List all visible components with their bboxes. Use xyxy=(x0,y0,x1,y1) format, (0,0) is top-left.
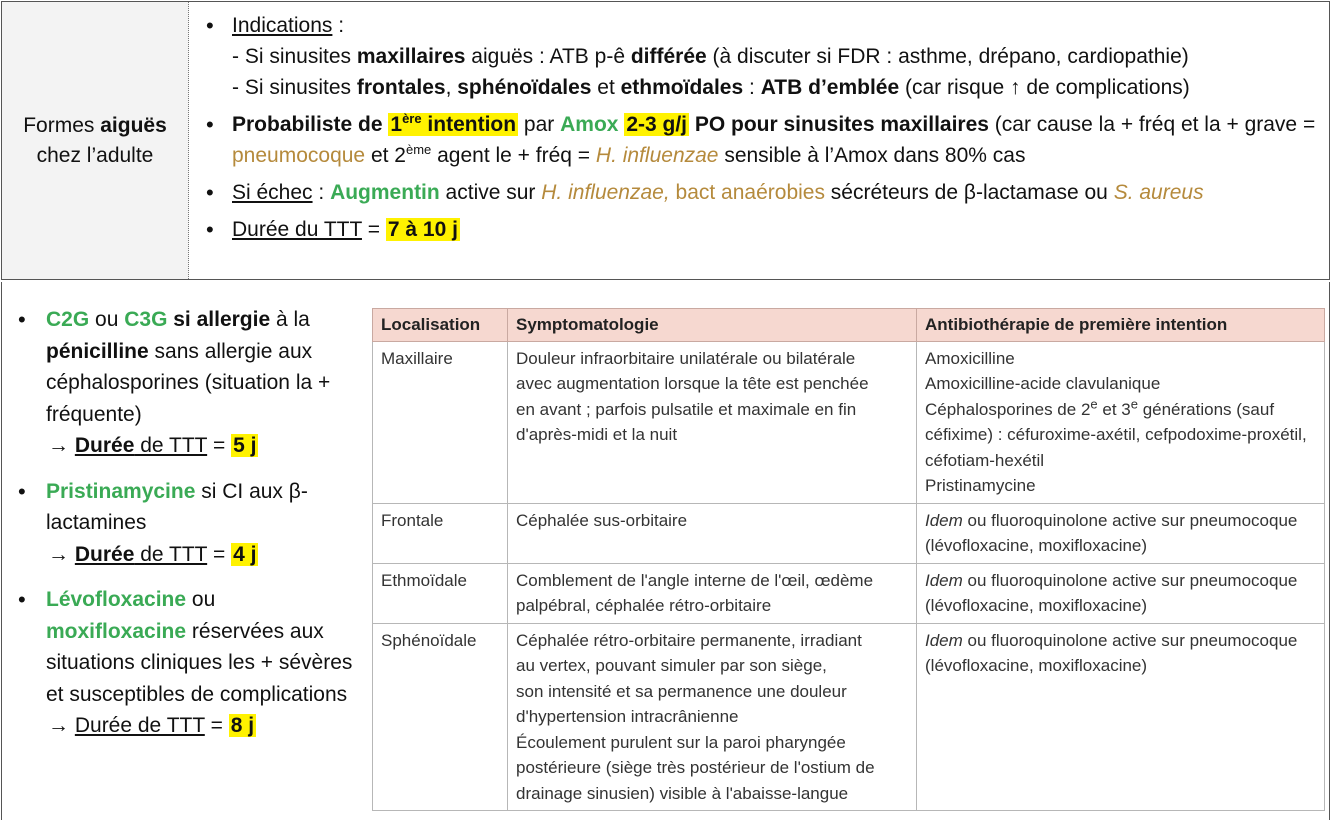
text: ou xyxy=(186,588,216,611)
probabilistic-item xyxy=(200,109,1325,171)
pathogen-name: bact anaérobies xyxy=(669,181,825,204)
duration-label: Durée de TTT xyxy=(74,714,205,737)
text: = xyxy=(361,218,386,241)
text: - Si sinusites xyxy=(232,45,357,68)
first-intention-highlight xyxy=(388,113,518,136)
text: = xyxy=(204,714,229,737)
drug-name: C2G xyxy=(46,308,90,331)
text: = xyxy=(207,542,232,566)
sinusitis-table xyxy=(372,308,1325,811)
text: sécréteurs de β-lactamase ou xyxy=(824,181,1114,204)
location-cell: Maxillaire xyxy=(373,341,508,503)
text: Amoxicilline-acide clavulanique xyxy=(925,374,1161,393)
location-cell: Ethmoïdale xyxy=(373,563,508,623)
text: (car risque ↑ de complications) xyxy=(899,76,1190,99)
text: Si échec xyxy=(232,181,313,204)
text: Idem xyxy=(925,510,963,530)
text: ou xyxy=(89,308,125,331)
text: maxillaires xyxy=(356,45,466,68)
table-row xyxy=(373,503,1325,563)
text: et 2 xyxy=(365,144,406,167)
duration-line xyxy=(46,539,354,571)
text: à la xyxy=(270,308,310,331)
text: et 3 xyxy=(1097,399,1131,419)
indications-colon: : xyxy=(332,14,345,37)
pathogen-name: H. influenzae, xyxy=(541,181,670,204)
duration-value: 8 j xyxy=(230,714,255,737)
text: ou fluoroquinolone active sur pneumocoque (lévofloxacine, moxifloxacine) xyxy=(925,570,1298,615)
pathogen-name: S. aureus xyxy=(1113,181,1204,204)
text: céfotiam-hexétil xyxy=(925,450,1045,470)
duration-label xyxy=(75,543,207,566)
text: Amoxicilline xyxy=(925,348,1015,368)
table-row xyxy=(373,341,1325,503)
symptoms-cell: Céphalée sus-orbitaire xyxy=(508,503,917,563)
text: céfixime) : céfuroxime-axétil, cefpodoxime-proxétil, xyxy=(925,425,1307,444)
drug-name: C3G xyxy=(124,308,168,331)
acute-forms-content xyxy=(200,10,1325,251)
duration-label xyxy=(75,434,207,457)
text: et xyxy=(591,76,621,99)
list-item xyxy=(14,476,354,571)
arrow-icon: → xyxy=(48,714,75,737)
text: = xyxy=(207,434,232,457)
drug-name: moxifloxacine xyxy=(46,619,187,643)
symptoms-cell: Comblement de l'angle interne de l'œil, œdème palpébral, céphalée rétro-orbitaire xyxy=(508,563,917,623)
text: active sur xyxy=(439,181,542,204)
pathogen-name: H. influenzae xyxy=(595,144,719,167)
indications-item xyxy=(200,10,1325,103)
text: ethmoïdales xyxy=(620,76,744,99)
pathogen-name: pneumocoque xyxy=(232,144,366,167)
text: Céphalosporines de 2 xyxy=(925,399,1091,419)
text: Durée du TTT xyxy=(232,218,362,241)
text: Durée xyxy=(74,434,135,457)
table-header-row xyxy=(373,309,1325,342)
acute-forms-section xyxy=(1,1,1330,280)
list-item xyxy=(14,584,354,742)
text: si CI aux β-lactamines xyxy=(46,479,308,534)
drug-name: Augmentin xyxy=(330,181,440,204)
antibiotic-cell xyxy=(917,341,1325,503)
antibiotic-cell xyxy=(917,623,1325,811)
text: sans allergie aux céphalosporines (situation la + fréquente) xyxy=(46,339,331,426)
text: ème xyxy=(405,142,432,157)
text: Durée xyxy=(74,542,135,566)
text: 1 xyxy=(390,113,403,136)
label-text: Formes xyxy=(23,113,101,137)
symptoms-cell: Douleur infraorbitaire unilatérale ou bilatérale avec augmentation lorsque la tête est penchée en avant ; parfois pulsatile et maximale en fin d'après-midi et la nuit xyxy=(508,341,917,503)
text: e xyxy=(1090,395,1098,411)
text: sensible à l’Amox dans 80% cas xyxy=(718,144,1026,167)
table-row xyxy=(373,623,1325,811)
text: différée xyxy=(630,45,707,68)
drug-name: Amox xyxy=(560,113,619,136)
duration-value: 4 j xyxy=(233,542,257,566)
indications-title: Indications xyxy=(232,14,333,37)
text: de TTT xyxy=(134,542,208,566)
text: pénicilline xyxy=(46,339,149,363)
column-header: Antibiothérapie de première intention xyxy=(917,309,1325,342)
text: ATB d’emblée xyxy=(760,76,900,99)
text: ou fluoroquinolone active sur pneumocoque (lévofloxacine, moxifloxacine) xyxy=(925,510,1298,555)
text: ère xyxy=(402,111,422,126)
section-label xyxy=(2,2,189,279)
text: PO pour sinusites maxillaires xyxy=(689,113,989,136)
text: agent le + fréq = xyxy=(431,144,596,167)
duration-item xyxy=(200,214,1325,245)
location-cell: Frontale xyxy=(373,503,508,563)
failure-item xyxy=(200,177,1325,208)
text: Idem xyxy=(925,630,963,650)
location-cell: Sphénoïdale xyxy=(373,623,508,811)
column-header: Localisation xyxy=(373,309,508,342)
text: Probabiliste de xyxy=(232,113,389,136)
alternatives-list xyxy=(14,304,354,756)
text: ou fluoroquinolone active sur pneumocoque (lévofloxacine, moxifloxacine) xyxy=(925,630,1298,675)
text: Pristinamycine xyxy=(925,476,1036,495)
duration-line xyxy=(46,430,354,462)
drug-name: Lévofloxacine xyxy=(46,588,187,611)
text: : xyxy=(312,181,331,204)
arrow-icon: → xyxy=(48,542,75,566)
duration-highlight: 7 à 10 j xyxy=(387,218,458,241)
text: intention xyxy=(421,113,517,136)
drug-name: Pristinamycine xyxy=(46,479,196,503)
alternatives-section xyxy=(1,282,1330,820)
duration-value: 5 j xyxy=(233,434,257,457)
antibiotic-cell xyxy=(917,503,1325,563)
text: par xyxy=(518,113,561,136)
text: réservées aux situations cliniques les + sévères et susceptibles de complications xyxy=(46,619,353,706)
text: générations (sauf xyxy=(1137,399,1275,419)
text: Idem xyxy=(925,570,963,590)
text: (à discuter si FDR : asthme, drépano, cardiopathie) xyxy=(706,45,1189,68)
label-bold: aiguës xyxy=(100,113,167,137)
text: si allergie xyxy=(173,308,271,331)
text: - Si sinusites xyxy=(232,76,357,99)
symptoms-cell: Céphalée rétro-orbitaire permanente, irradiant au vertex, pouvant simuler par son siège, son intensité et sa permanence une douleur d'hypertension intracrânienne Écoulement purulent sur la paroi pharyngée postérieure (siège très postérieur de l'ostium de drainage sinusien) visible à l'abaisse-langue xyxy=(508,623,917,811)
text xyxy=(925,397,1316,423)
arrow-icon: → xyxy=(48,434,75,457)
text: , xyxy=(445,76,458,99)
text: (car cause la + fréq et la + grave = xyxy=(988,113,1316,136)
text: e xyxy=(1130,395,1138,411)
indication-line-2 xyxy=(232,72,1325,103)
list-item xyxy=(14,304,354,462)
text: de TTT xyxy=(134,434,208,457)
dose-highlight: 2-3 g/j xyxy=(626,113,687,136)
table-row xyxy=(373,563,1325,623)
text: : xyxy=(743,76,761,99)
column-header: Symptomatologie xyxy=(508,309,917,342)
indication-line-1 xyxy=(232,41,1325,72)
antibiotic-cell xyxy=(917,563,1325,623)
text: frontales xyxy=(356,76,446,99)
label-text-2: chez l’adulte xyxy=(36,143,154,167)
text: aiguës : ATB p-ê xyxy=(465,45,631,68)
text: sphénoïdales xyxy=(457,76,592,99)
duration-line xyxy=(46,710,354,742)
